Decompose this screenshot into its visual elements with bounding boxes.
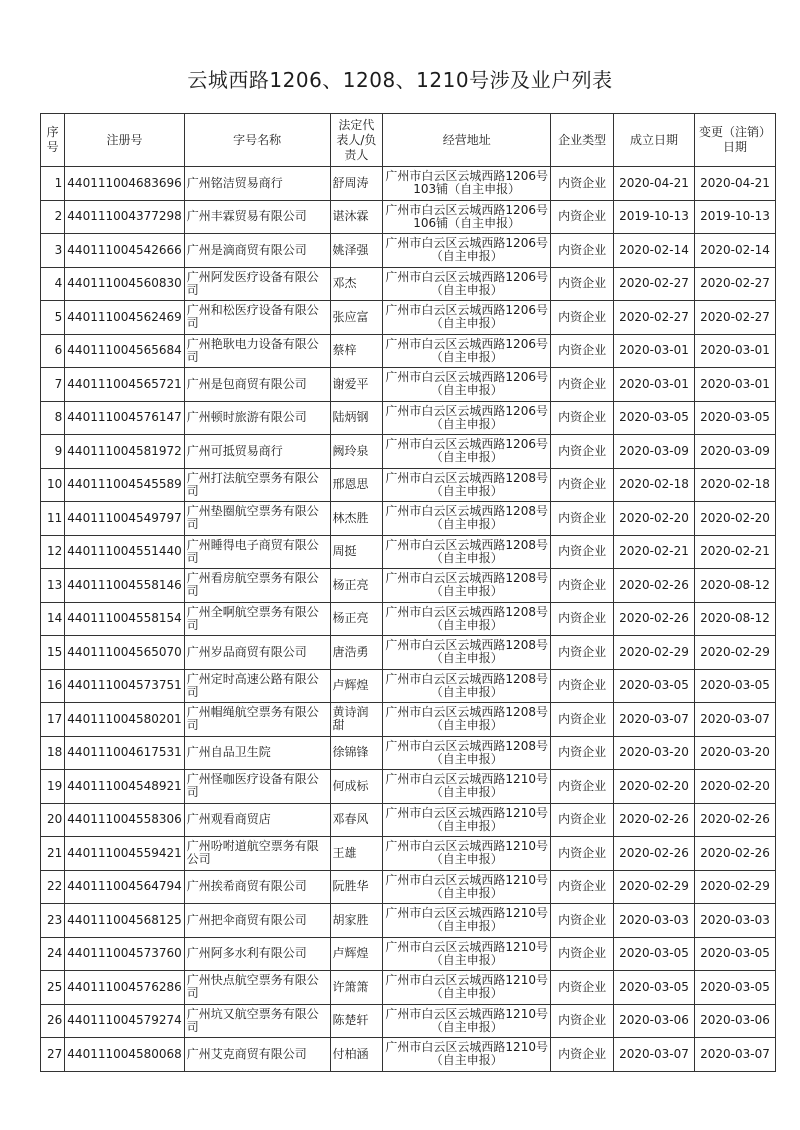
business-address: 广州市白云区云城西路1206号（自主申报） xyxy=(383,368,551,402)
business-address: 广州市白云区云城西路1206号106铺（自主申报） xyxy=(383,200,551,234)
business-name: 广州怪咖医疗设备有限公司 xyxy=(184,770,330,804)
legal-representative: 付柏涵 xyxy=(330,1038,383,1072)
table-row xyxy=(41,401,776,435)
page-title: 云城西路1206、1208、1210号涉及业户列表 xyxy=(187,68,613,92)
business-address: 广州市白云区云城西路1208号（自主申报） xyxy=(383,569,551,603)
legal-representative: 何成标 xyxy=(330,770,383,804)
row-number: 19 xyxy=(41,770,65,804)
business-address: 广州市白云区云城西路1208号（自主申报） xyxy=(383,703,551,737)
enterprise-type: 内资企业 xyxy=(551,837,614,871)
business-address: 广州市白云区云城西路1210号（自主申报） xyxy=(383,837,551,871)
business-address: 广州市白云区云城西路1210号（自主申报） xyxy=(383,1004,551,1038)
business-name: 广州帽绳航空票务有限公司 xyxy=(184,703,330,737)
legal-representative: 陆炳钢 xyxy=(330,401,383,435)
enterprise-type: 内资企业 xyxy=(551,1004,614,1038)
table-row xyxy=(41,736,776,770)
legal-representative: 阮胜华 xyxy=(330,870,383,904)
business-name: 广州把伞商贸有限公司 xyxy=(184,904,330,938)
table-row xyxy=(41,301,776,335)
enterprise-type: 内资企业 xyxy=(551,937,614,971)
business-name: 广州是包商贸有限公司 xyxy=(184,368,330,402)
registration-number: 440111004565721 xyxy=(65,368,184,402)
change-date: 2020-02-21 xyxy=(694,535,775,569)
table-row xyxy=(41,837,776,871)
enterprise-type: 内资企业 xyxy=(551,669,614,703)
registration-number: 440111004558306 xyxy=(65,803,184,837)
registration-number: 440111004576147 xyxy=(65,401,184,435)
enterprise-type: 内资企业 xyxy=(551,234,614,268)
business-address: 广州市白云区云城西路1208号（自主申报） xyxy=(383,535,551,569)
change-date: 2020-03-05 xyxy=(694,937,775,971)
table-row xyxy=(41,368,776,402)
table-row xyxy=(41,167,776,201)
table-row xyxy=(41,569,776,603)
enterprise-type: 内资企业 xyxy=(551,703,614,737)
business-address: 广州市白云区云城西路1206号（自主申报） xyxy=(383,435,551,469)
business-address: 广州市白云区云城西路1208号（自主申报） xyxy=(383,468,551,502)
registration-number: 440111004548921 xyxy=(65,770,184,804)
established-date: 2020-03-06 xyxy=(613,1004,694,1038)
enterprise-type: 内资企业 xyxy=(551,368,614,402)
row-number: 20 xyxy=(41,803,65,837)
legal-representative: 谌沐霖 xyxy=(330,200,383,234)
header-business-address: 经营地址 xyxy=(383,114,551,167)
row-number: 27 xyxy=(41,1038,65,1072)
change-date: 2020-02-27 xyxy=(694,267,775,301)
business-address: 广州市白云区云城西路1206号（自主申报） xyxy=(383,301,551,335)
legal-representative: 邢恩思 xyxy=(330,468,383,502)
enterprise-type: 内资企业 xyxy=(551,803,614,837)
business-name: 广州阿发医疗设备有限公司 xyxy=(184,267,330,301)
table-row xyxy=(41,870,776,904)
header-registration-number: 注册号 xyxy=(65,114,184,167)
legal-representative: 谢爱平 xyxy=(330,368,383,402)
table-row xyxy=(41,200,776,234)
header-business-name: 字号名称 xyxy=(184,114,330,167)
business-name: 广州和松医疗设备有限公司 xyxy=(184,301,330,335)
row-number: 1 xyxy=(41,167,65,201)
registration-number: 440111004559421 xyxy=(65,837,184,871)
change-date: 2020-02-29 xyxy=(694,636,775,670)
business-name: 广州阿多水利有限公司 xyxy=(184,937,330,971)
enterprise-type: 内资企业 xyxy=(551,401,614,435)
change-date: 2020-08-12 xyxy=(694,569,775,603)
enterprise-type: 内资企业 xyxy=(551,770,614,804)
legal-representative: 杨正亮 xyxy=(330,569,383,603)
table-row xyxy=(41,971,776,1005)
registration-number: 440111004542666 xyxy=(65,234,184,268)
registration-number: 440111004568125 xyxy=(65,904,184,938)
row-number: 11 xyxy=(41,502,65,536)
established-date: 2020-02-26 xyxy=(613,602,694,636)
established-date: 2020-02-27 xyxy=(613,267,694,301)
business-name: 广州全啊航空票务有限公司 xyxy=(184,602,330,636)
table-row xyxy=(41,267,776,301)
table-row xyxy=(41,535,776,569)
table-row xyxy=(41,1038,776,1072)
enterprise-type: 内资企业 xyxy=(551,602,614,636)
registration-number: 440111004558154 xyxy=(65,602,184,636)
business-name: 广州顿时旅游有限公司 xyxy=(184,401,330,435)
established-date: 2020-02-20 xyxy=(613,502,694,536)
row-number: 5 xyxy=(41,301,65,335)
row-number: 18 xyxy=(41,736,65,770)
header-row xyxy=(41,114,776,167)
change-date: 2020-02-18 xyxy=(694,468,775,502)
business-address: 广州市白云区云城西路1206号（自主申报） xyxy=(383,401,551,435)
established-date: 2020-02-26 xyxy=(613,837,694,871)
registration-number: 440111004579274 xyxy=(65,1004,184,1038)
registration-number: 440111004562469 xyxy=(65,301,184,335)
established-date: 2020-03-05 xyxy=(613,669,694,703)
registration-number: 440111004573760 xyxy=(65,937,184,971)
row-number: 26 xyxy=(41,1004,65,1038)
established-date: 2020-03-01 xyxy=(613,334,694,368)
row-number: 23 xyxy=(41,904,65,938)
row-number: 3 xyxy=(41,234,65,268)
table-row xyxy=(41,468,776,502)
business-address: 广州市白云区云城西路1208号（自主申报） xyxy=(383,736,551,770)
legal-representative: 王雄 xyxy=(330,837,383,871)
registration-number: 440111004565684 xyxy=(65,334,184,368)
row-number: 15 xyxy=(41,636,65,670)
registration-number: 440111004573751 xyxy=(65,669,184,703)
table-row xyxy=(41,234,776,268)
enterprise-type: 内资企业 xyxy=(551,870,614,904)
table-body xyxy=(41,167,776,1072)
business-name: 广州睡得电子商贸有限公司 xyxy=(184,535,330,569)
legal-representative: 胡家胜 xyxy=(330,904,383,938)
established-date: 2020-02-27 xyxy=(613,301,694,335)
row-number: 4 xyxy=(41,267,65,301)
enterprise-type: 内资企业 xyxy=(551,334,614,368)
change-date: 2020-03-01 xyxy=(694,368,775,402)
enterprise-type: 内资企业 xyxy=(551,167,614,201)
legal-representative: 许箫箫 xyxy=(330,971,383,1005)
business-address: 广州市白云区云城西路1208号（自主申报） xyxy=(383,502,551,536)
table-row xyxy=(41,937,776,971)
business-name: 广州艳耿电力设备有限公司 xyxy=(184,334,330,368)
established-date: 2020-02-26 xyxy=(613,569,694,603)
business-address: 广州市白云区云城西路1206号（自主申报） xyxy=(383,334,551,368)
header-no: 序号 xyxy=(41,114,65,167)
enterprise-type: 内资企业 xyxy=(551,1038,614,1072)
change-date: 2020-03-05 xyxy=(694,669,775,703)
established-date: 2020-03-05 xyxy=(613,401,694,435)
change-date: 2020-03-03 xyxy=(694,904,775,938)
row-number: 12 xyxy=(41,535,65,569)
header-legal-representative: 法定代表人/负责人 xyxy=(330,114,383,167)
legal-representative: 邓杰 xyxy=(330,267,383,301)
business-address: 广州市白云区云城西路1210号（自主申报） xyxy=(383,770,551,804)
established-date: 2020-03-03 xyxy=(613,904,694,938)
row-number: 9 xyxy=(41,435,65,469)
legal-representative: 陈楚轩 xyxy=(330,1004,383,1038)
legal-representative: 林杰胜 xyxy=(330,502,383,536)
registration-number: 440111004683696 xyxy=(65,167,184,201)
row-number: 7 xyxy=(41,368,65,402)
registration-number: 440111004580201 xyxy=(65,703,184,737)
table-row xyxy=(41,770,776,804)
change-date: 2020-02-20 xyxy=(694,770,775,804)
established-date: 2020-04-21 xyxy=(613,167,694,201)
business-address: 广州市白云区云城西路1208号（自主申报） xyxy=(383,636,551,670)
row-number: 14 xyxy=(41,602,65,636)
change-date: 2020-02-27 xyxy=(694,301,775,335)
registration-number: 440111004560830 xyxy=(65,267,184,301)
enterprise-type: 内资企业 xyxy=(551,267,614,301)
table-row xyxy=(41,502,776,536)
registration-number: 440111004564794 xyxy=(65,870,184,904)
change-date: 2020-08-12 xyxy=(694,602,775,636)
change-date: 2019-10-13 xyxy=(694,200,775,234)
enterprise-type: 内资企业 xyxy=(551,301,614,335)
business-register-table xyxy=(40,113,776,1072)
table-row xyxy=(41,602,776,636)
business-address: 广州市白云区云城西路1210号（自主申报） xyxy=(383,870,551,904)
established-date: 2020-03-07 xyxy=(613,703,694,737)
header-enterprise-type: 企业类型 xyxy=(551,114,614,167)
table-row xyxy=(41,904,776,938)
established-date: 2020-03-05 xyxy=(613,971,694,1005)
row-number: 10 xyxy=(41,468,65,502)
change-date: 2020-02-14 xyxy=(694,234,775,268)
enterprise-type: 内资企业 xyxy=(551,468,614,502)
legal-representative: 徐锦锋 xyxy=(330,736,383,770)
legal-representative: 黄诗润甜 xyxy=(330,703,383,737)
business-address: 广州市白云区云城西路1208号（自主申报） xyxy=(383,602,551,636)
registration-number: 440111004545589 xyxy=(65,468,184,502)
change-date: 2020-02-29 xyxy=(694,870,775,904)
legal-representative: 姚泽强 xyxy=(330,234,383,268)
legal-representative: 邓春风 xyxy=(330,803,383,837)
legal-representative: 杨正亮 xyxy=(330,602,383,636)
enterprise-type: 内资企业 xyxy=(551,904,614,938)
change-date: 2020-04-21 xyxy=(694,167,775,201)
established-date: 2020-02-26 xyxy=(613,803,694,837)
change-date: 2020-03-09 xyxy=(694,435,775,469)
table-row xyxy=(41,803,776,837)
change-date: 2020-02-20 xyxy=(694,502,775,536)
row-number: 21 xyxy=(41,837,65,871)
business-name: 广州挨希商贸有限公司 xyxy=(184,870,330,904)
business-address: 广州市白云区云城西路1210号（自主申报） xyxy=(383,803,551,837)
business-address: 广州市白云区云城西路1210号（自主申报） xyxy=(383,1038,551,1072)
business-name: 广州艾克商贸有限公司 xyxy=(184,1038,330,1072)
established-date: 2020-03-05 xyxy=(613,937,694,971)
change-date: 2020-02-26 xyxy=(694,803,775,837)
established-date: 2020-02-14 xyxy=(613,234,694,268)
table-row xyxy=(41,1004,776,1038)
registration-number: 440111004565070 xyxy=(65,636,184,670)
business-name: 广州观看商贸店 xyxy=(184,803,330,837)
registration-number: 440111004580068 xyxy=(65,1038,184,1072)
established-date: 2020-02-29 xyxy=(613,870,694,904)
row-number: 16 xyxy=(41,669,65,703)
registration-number: 440111004377298 xyxy=(65,200,184,234)
row-number: 22 xyxy=(41,870,65,904)
header-established-date: 成立日期 xyxy=(613,114,694,167)
enterprise-type: 内资企业 xyxy=(551,971,614,1005)
row-number: 24 xyxy=(41,937,65,971)
enterprise-type: 内资企业 xyxy=(551,502,614,536)
business-address: 广州市白云区云城西路1206号（自主申报） xyxy=(383,234,551,268)
change-date: 2020-03-07 xyxy=(694,1038,775,1072)
established-date: 2020-03-07 xyxy=(613,1038,694,1072)
table-row xyxy=(41,703,776,737)
legal-representative: 唐浩勇 xyxy=(330,636,383,670)
business-name: 广州坑又航空票务有限公司 xyxy=(184,1004,330,1038)
legal-representative: 周挺 xyxy=(330,535,383,569)
registration-number: 440111004581972 xyxy=(65,435,184,469)
business-address: 广州市白云区云城西路1210号（自主申报） xyxy=(383,937,551,971)
business-name: 广州可抵贸易商行 xyxy=(184,435,330,469)
established-date: 2020-03-09 xyxy=(613,435,694,469)
enterprise-type: 内资企业 xyxy=(551,535,614,569)
header-change-date: 变更（注销）日期 xyxy=(694,114,775,167)
change-date: 2020-03-07 xyxy=(694,703,775,737)
change-date: 2020-03-05 xyxy=(694,401,775,435)
row-number: 17 xyxy=(41,703,65,737)
registration-number: 440111004576286 xyxy=(65,971,184,1005)
business-name: 广州垫圈航空票务有限公司 xyxy=(184,502,330,536)
established-date: 2020-03-01 xyxy=(613,368,694,402)
enterprise-type: 内资企业 xyxy=(551,435,614,469)
change-date: 2020-02-26 xyxy=(694,837,775,871)
enterprise-type: 内资企业 xyxy=(551,200,614,234)
legal-representative: 卢辉煌 xyxy=(330,669,383,703)
business-address: 广州市白云区云城西路1206号（自主申报） xyxy=(383,267,551,301)
table-row xyxy=(41,636,776,670)
established-date: 2019-10-13 xyxy=(613,200,694,234)
business-name: 广州快点航空票务有限公司 xyxy=(184,971,330,1005)
business-name: 广州打法航空票务有限公司 xyxy=(184,468,330,502)
legal-representative: 张应富 xyxy=(330,301,383,335)
registration-number: 440111004551440 xyxy=(65,535,184,569)
registration-number: 440111004617531 xyxy=(65,736,184,770)
business-name: 广州自品卫生院 xyxy=(184,736,330,770)
legal-representative: 舒周涛 xyxy=(330,167,383,201)
change-date: 2020-03-01 xyxy=(694,334,775,368)
table-row xyxy=(41,435,776,469)
legal-representative: 蔡梓 xyxy=(330,334,383,368)
business-address: 广州市白云区云城西路1208号（自主申报） xyxy=(383,669,551,703)
row-number: 2 xyxy=(41,200,65,234)
business-address: 广州市白云区云城西路1210号（自主申报） xyxy=(383,904,551,938)
legal-representative: 卢辉煌 xyxy=(330,937,383,971)
established-date: 2020-02-18 xyxy=(613,468,694,502)
business-name: 广州铭洁贸易商行 xyxy=(184,167,330,201)
established-date: 2020-03-20 xyxy=(613,736,694,770)
registration-number: 440111004549797 xyxy=(65,502,184,536)
table-row xyxy=(41,669,776,703)
enterprise-type: 内资企业 xyxy=(551,736,614,770)
legal-representative: 阙玲泉 xyxy=(330,435,383,469)
row-number: 6 xyxy=(41,334,65,368)
business-name: 广州丰霖贸易有限公司 xyxy=(184,200,330,234)
row-number: 8 xyxy=(41,401,65,435)
business-name: 广州吩咐道航空票务有限公司 xyxy=(184,837,330,871)
business-address: 广州市白云区云城西路1206号103铺（自主申报） xyxy=(383,167,551,201)
table-row xyxy=(41,334,776,368)
row-number: 13 xyxy=(41,569,65,603)
business-name: 广州岁品商贸有限公司 xyxy=(184,636,330,670)
enterprise-type: 内资企业 xyxy=(551,569,614,603)
change-date: 2020-03-06 xyxy=(694,1004,775,1038)
change-date: 2020-03-20 xyxy=(694,736,775,770)
change-date: 2020-03-05 xyxy=(694,971,775,1005)
registration-number: 440111004558146 xyxy=(65,569,184,603)
row-number: 25 xyxy=(41,971,65,1005)
business-name: 广州是滴商贸有限公司 xyxy=(184,234,330,268)
established-date: 2020-02-20 xyxy=(613,770,694,804)
business-name: 广州定时高速公路有限公司 xyxy=(184,669,330,703)
enterprise-type: 内资企业 xyxy=(551,636,614,670)
established-date: 2020-02-29 xyxy=(613,636,694,670)
business-name: 广州看房航空票务有限公司 xyxy=(184,569,330,603)
established-date: 2020-02-21 xyxy=(613,535,694,569)
business-address: 广州市白云区云城西路1210号（自主申报） xyxy=(383,971,551,1005)
